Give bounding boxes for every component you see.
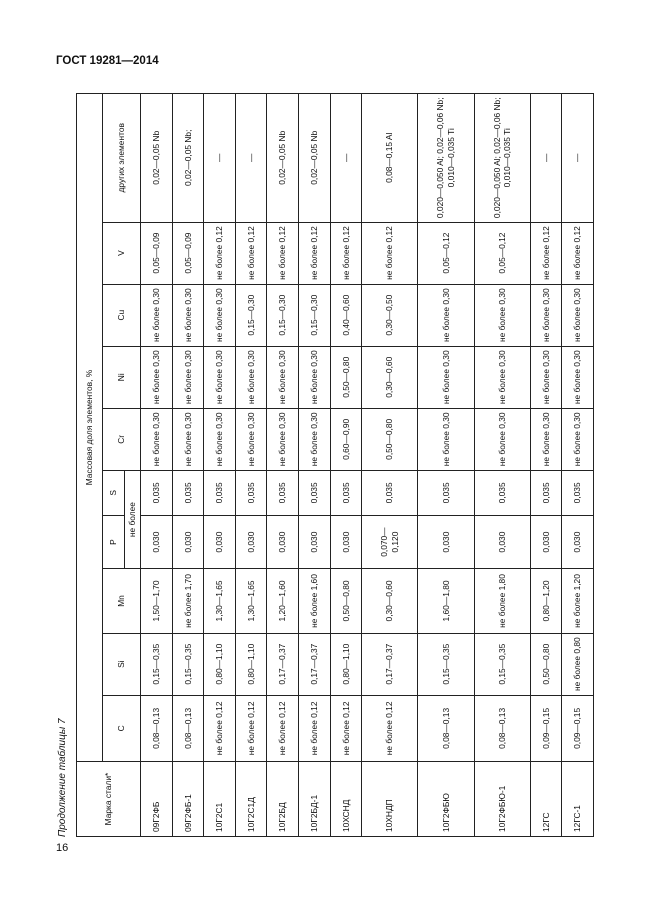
cell-v: 0,05—0,09 xyxy=(141,222,173,284)
cell-mn: 0,80—1,20 xyxy=(530,569,562,633)
cell-v: не более 0,12 xyxy=(530,222,562,284)
header-cr: Cr xyxy=(103,408,141,470)
cell-cu: не более 0,30 xyxy=(474,284,530,346)
table-row xyxy=(298,94,330,837)
cell-other: — xyxy=(235,94,267,223)
cell-other: — xyxy=(530,94,562,223)
cell-mn: не более 1,70 xyxy=(172,569,204,633)
cell-ni: не более 0,30 xyxy=(298,346,330,408)
cell-v: не более 0,12 xyxy=(235,222,267,284)
cell-other: 0,02—0,05 Nb xyxy=(298,94,330,223)
cell-cu: не более 0,30 xyxy=(418,284,474,346)
cell-si: 0,17—0,37 xyxy=(267,633,299,695)
cell-cu: 0,15—0,30 xyxy=(267,284,299,346)
cell-c: не более 0,12 xyxy=(298,695,330,761)
table-row xyxy=(235,94,267,837)
cell-mn: не более 1,20 xyxy=(562,569,594,633)
cell-cr: не более 0,30 xyxy=(474,408,530,470)
cell-p: 0,030 xyxy=(530,515,562,569)
table-row xyxy=(362,94,418,837)
cell-cu: 0,40—0,60 xyxy=(330,284,362,346)
header-mn: Mn xyxy=(103,569,141,633)
cell-mn: 1,50—1,70 xyxy=(141,569,173,633)
cell-c: не более 0,12 xyxy=(204,695,236,761)
cell-ni: не более 0,30 xyxy=(141,346,173,408)
cell-mn: 1,30—1,65 xyxy=(235,569,267,633)
cell-c: 0,08—0,13 xyxy=(172,695,204,761)
cell-v: не более 0,12 xyxy=(562,222,594,284)
cell-v: не более 0,12 xyxy=(330,222,362,284)
cell-cr: не более 0,30 xyxy=(418,408,474,470)
header-mass-fraction: Массовая доля элементов, % xyxy=(77,94,103,762)
cell-s: 0,035 xyxy=(298,470,330,515)
cell-p: 0,030 xyxy=(474,515,530,569)
cell-si: 0,80—1,10 xyxy=(204,633,236,695)
cell-mark: 12ГС-1 xyxy=(562,762,594,837)
cell-c: не более 0,12 xyxy=(330,695,362,761)
cell-mn: 0,30—0,60 xyxy=(362,569,418,633)
cell-c: не более 0,12 xyxy=(267,695,299,761)
cell-v: не более 0,12 xyxy=(267,222,299,284)
cell-mark: 12ГС xyxy=(530,762,562,837)
header-ps-limit: не более xyxy=(125,470,141,568)
cell-c: 0,09—0,15 xyxy=(530,695,562,761)
cell-p: 0,030 xyxy=(562,515,594,569)
table-row xyxy=(267,94,299,837)
cell-s: 0,035 xyxy=(172,470,204,515)
cell-mn: не более 1,60 xyxy=(298,569,330,633)
cell-c: 0,08—0,13 xyxy=(474,695,530,761)
rotated-table-frame xyxy=(76,93,594,837)
cell-ni: не более 0,30 xyxy=(418,346,474,408)
cell-c: не более 0,12 xyxy=(235,695,267,761)
header-si: Si xyxy=(103,633,141,695)
cell-si: 0,50—0,80 xyxy=(530,633,562,695)
header-s: S xyxy=(103,470,125,515)
cell-cu: не более 0,30 xyxy=(530,284,562,346)
table-row xyxy=(474,94,530,837)
cell-p: 0,070—0,120 xyxy=(362,515,418,569)
cell-cu: не более 0,30 xyxy=(172,284,204,346)
cell-cu: 0,30—0,50 xyxy=(362,284,418,346)
cell-cr: не более 0,30 xyxy=(204,408,236,470)
table-row xyxy=(204,94,236,837)
cell-other: — xyxy=(562,94,594,223)
table-row xyxy=(330,94,362,837)
cell-mark: 10ХСНД xyxy=(330,762,362,837)
cell-other: — xyxy=(330,94,362,223)
cell-cr: не более 0,30 xyxy=(267,408,299,470)
cell-cr: не более 0,30 xyxy=(562,408,594,470)
cell-si: 0,80—1,10 xyxy=(330,633,362,695)
page-number: 16 xyxy=(56,842,69,854)
cell-si: 0,15—0,35 xyxy=(418,633,474,695)
table-row xyxy=(141,94,173,837)
header-c: C xyxy=(103,695,141,761)
cell-cu: не более 0,30 xyxy=(141,284,173,346)
cell-p: 0,030 xyxy=(267,515,299,569)
cell-s: 0,035 xyxy=(141,470,173,515)
cell-s: 0,035 xyxy=(530,470,562,515)
cell-ni: не более 0,30 xyxy=(267,346,299,408)
header-ni: Ni xyxy=(103,346,141,408)
cell-mn: не более 1,80 xyxy=(474,569,530,633)
cell-other: 0,020—0,050 Al; 0,02—0,06 Nb; 0,010—0,035 Ti xyxy=(474,94,530,223)
cell-ni: не более 0,30 xyxy=(172,346,204,408)
header-v: V xyxy=(103,222,141,284)
cell-v: не более 0,12 xyxy=(362,222,418,284)
table-row xyxy=(562,94,594,837)
standard-header: ГОСТ 19281—2014 xyxy=(56,55,159,67)
cell-mn: 1,60—1,80 xyxy=(418,569,474,633)
table-row xyxy=(172,94,204,837)
cell-p: 0,030 xyxy=(172,515,204,569)
cell-cu: 0,15—0,30 xyxy=(235,284,267,346)
table-row xyxy=(530,94,562,837)
cell-v: не более 0,12 xyxy=(298,222,330,284)
table-caption: Продолжение таблицы 7 xyxy=(57,718,68,837)
cell-ni: 0,30—0,60 xyxy=(362,346,418,408)
cell-si: 0,15—0,35 xyxy=(474,633,530,695)
table-container xyxy=(76,93,594,837)
cell-cr: не более 0,30 xyxy=(530,408,562,470)
cell-s: 0,035 xyxy=(474,470,530,515)
cell-p: 0,030 xyxy=(418,515,474,569)
composition-table xyxy=(76,93,594,837)
cell-p: 0,030 xyxy=(204,515,236,569)
cell-s: 0,035 xyxy=(267,470,299,515)
cell-c: 0,08—0,13 xyxy=(141,695,173,761)
cell-si: 0,17—0,37 xyxy=(362,633,418,695)
cell-mark: 10Г2БД xyxy=(267,762,299,837)
table-row xyxy=(418,94,474,837)
cell-s: 0,035 xyxy=(330,470,362,515)
cell-other: 0,08—0,15 Al xyxy=(362,94,418,223)
cell-mn: 0,50—0,80 xyxy=(330,569,362,633)
cell-mark: 10Г2С1 xyxy=(204,762,236,837)
cell-p: 0,030 xyxy=(330,515,362,569)
cell-cr: 0,50—0,80 xyxy=(362,408,418,470)
header-other: других элементов xyxy=(103,94,141,223)
cell-mark: 10Г2ФБЮ-1 xyxy=(474,762,530,837)
header-mark: Марка стали* xyxy=(77,762,141,837)
cell-ni: не более 0,30 xyxy=(235,346,267,408)
cell-p: 0,030 xyxy=(141,515,173,569)
cell-v: 0,05—0,12 xyxy=(474,222,530,284)
cell-c: 0,08—0,13 xyxy=(418,695,474,761)
cell-mark: 10Г2БД-1 xyxy=(298,762,330,837)
caption-container xyxy=(56,93,70,837)
cell-cr: не более 0,30 xyxy=(235,408,267,470)
cell-cu: 0,15—0,30 xyxy=(298,284,330,346)
cell-ni: 0,50—0,80 xyxy=(330,346,362,408)
cell-mark: 10Г2ФБЮ xyxy=(418,762,474,837)
cell-mark: 10Г2С1Д xyxy=(235,762,267,837)
cell-mark: 10ХНДП xyxy=(362,762,418,837)
cell-cr: 0,60—0,90 xyxy=(330,408,362,470)
cell-p: 0,030 xyxy=(298,515,330,569)
cell-cr: не более 0,30 xyxy=(172,408,204,470)
cell-c: 0,09—0,15 xyxy=(562,695,594,761)
header-cu: Cu xyxy=(103,284,141,346)
cell-si: 0,15—0,35 xyxy=(141,633,173,695)
cell-s: 0,035 xyxy=(362,470,418,515)
header-p: P xyxy=(103,515,125,569)
cell-other: 0,020—0,050 Al; 0,02—0,06 Nb; 0,010—0,035 Ti xyxy=(418,94,474,223)
cell-mn: 1,20—1,60 xyxy=(267,569,299,633)
cell-ni: не более 0,30 xyxy=(562,346,594,408)
cell-v: 0,05—0,09 xyxy=(172,222,204,284)
cell-mark: 09Г2ФБ xyxy=(141,762,173,837)
cell-si: 0,15—0,35 xyxy=(172,633,204,695)
cell-mn: 1,30—1,65 xyxy=(204,569,236,633)
cell-c: не более 0,12 xyxy=(362,695,418,761)
cell-ni: не более 0,30 xyxy=(474,346,530,408)
cell-ni: не более 0,30 xyxy=(204,346,236,408)
cell-s: 0,035 xyxy=(562,470,594,515)
cell-other: 0,02—0,05 Nb xyxy=(267,94,299,223)
cell-s: 0,035 xyxy=(235,470,267,515)
cell-si: 0,17—0,37 xyxy=(298,633,330,695)
cell-si: не более 0,80 xyxy=(562,633,594,695)
cell-p: 0,030 xyxy=(235,515,267,569)
cell-v: не более 0,12 xyxy=(204,222,236,284)
cell-s: 0,035 xyxy=(418,470,474,515)
cell-cu: не более 0,30 xyxy=(562,284,594,346)
cell-cr: не более 0,30 xyxy=(298,408,330,470)
cell-other: 0,02—0,05 Nb; xyxy=(172,94,204,223)
cell-other: 0,02—0,05 Nb xyxy=(141,94,173,223)
cell-mark: 09Г2ФБ-1 xyxy=(172,762,204,837)
cell-si: 0,80—1,10 xyxy=(235,633,267,695)
cell-v: 0,05—0,12 xyxy=(418,222,474,284)
cell-cr: не более 0,30 xyxy=(141,408,173,470)
cell-ni: не более 0,30 xyxy=(530,346,562,408)
cell-s: 0,035 xyxy=(204,470,236,515)
cell-cu: не более 0,30 xyxy=(204,284,236,346)
table-body xyxy=(141,94,594,837)
cell-other: — xyxy=(204,94,236,223)
